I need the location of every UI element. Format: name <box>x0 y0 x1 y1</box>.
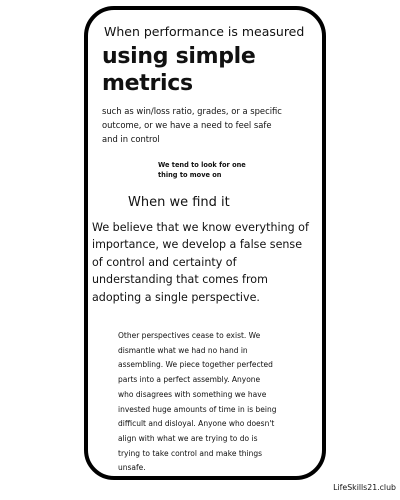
false-sense-of-control-text: We believe that we know everything of importance, we develop a false sense of control and certainty of understanding that comes from adopting a single perspective. <box>92 221 309 304</box>
look-for-one-thing-text: We tend to look for one thing to move on <box>158 161 246 179</box>
rounded-card <box>84 6 326 480</box>
intro-text: When performance is measured <box>104 24 305 39</box>
subtext: such as win/loss ratio, grades, or a specific outcome, or we have a need to feel safe and in control <box>102 106 282 144</box>
site-watermark: LifeSkills21.club <box>333 483 396 492</box>
when-we-find-it-text: When we find it <box>128 195 230 210</box>
other-perspectives-text: Other perspectives cease to exist. We dismantle what we had no hand in assembling. We piece together perfected parts into a perfect assembly. Anyone who disagrees with something we have invested huge amounts of time in is being difficult and disloyal. Anyone who doesn't align with what we are trying to do is trying to take control and make things unsafe. <box>118 331 277 473</box>
headline: using simple metrics <box>102 44 256 96</box>
